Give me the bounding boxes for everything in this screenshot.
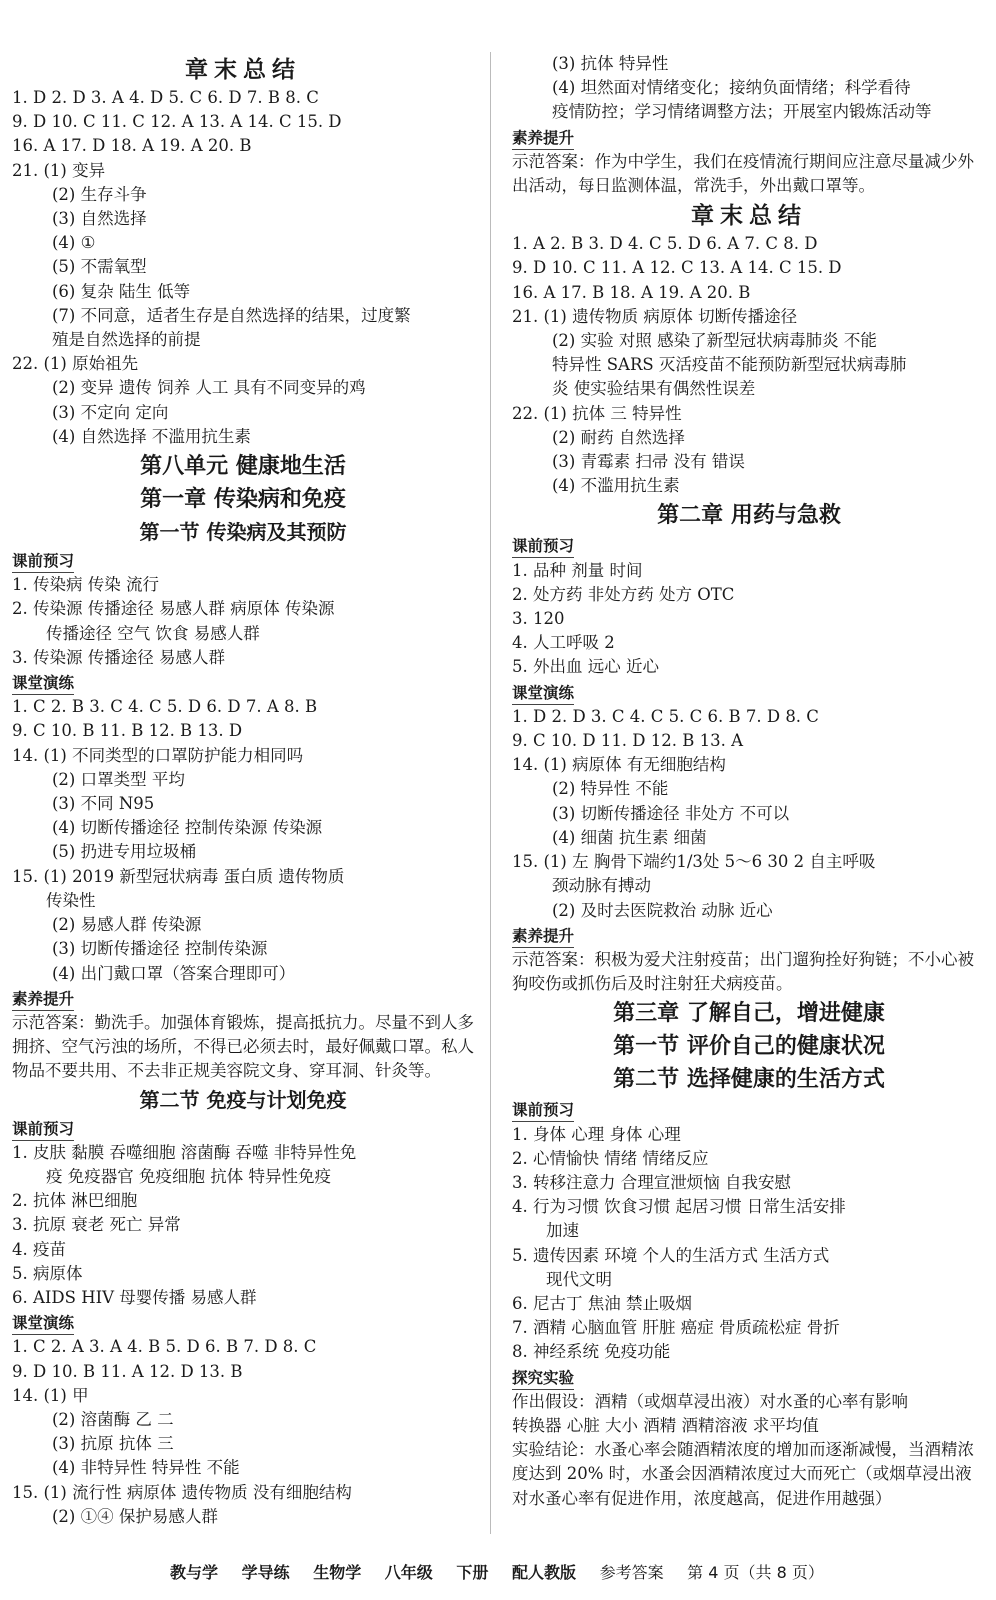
footer-edition: 配人教版 <box>511 1563 576 1582</box>
subsection-label: 课前预习 <box>12 550 74 573</box>
answer-paragraph: 实验结论：水蚤心率会随酒精浓度的增加而逐渐减慢，当酒精浓度达到 20% 时，水蚤会因酒精浓度过大而死亡（或烟草浸出液对水蚤心率有促进作用，浓度越高，促进作用越强） <box>512 1440 974 1508</box>
answer-line: (3) 切断传播途径 控制传染源 <box>52 939 268 959</box>
answer-paragraph: 示范答案：积极为爱犬注射疫苗；出门遛狗拴好狗链；不小心被狗咬伤或抓伤后及时注射狂犬病疫苗。 <box>512 949 974 994</box>
answer-line: (6) 复杂 陆生 低等 <box>52 281 191 301</box>
answer-paragraph: 作出假设：酒精（或烟草浸出液）对水蚤的心率有影响 <box>512 1391 908 1411</box>
chapter-heading: 第三章 了解自己，增进健康 <box>613 1001 885 1027</box>
answer-line: 5. 病原体 <box>12 1263 83 1283</box>
footer-series: 教与学 <box>170 1563 219 1582</box>
answer-line: (2) 特异性 不能 <box>552 779 669 799</box>
answer-line: 15. (1) 左 胸骨下端约1/3处 5～6 30 2 自主呼吸 <box>512 852 876 872</box>
answer-line: 4. 行为习惯 饮食习惯 起居习惯 日常生活安排 <box>512 1197 846 1217</box>
answer-line: 现代文明 <box>546 1269 612 1289</box>
answer-line: 4. 疫苗 <box>12 1239 66 1259</box>
answer-line: (2) 易感人群 传染源 <box>52 915 202 935</box>
answer-line: (4) 非特异性 特异性 不能 <box>52 1458 240 1478</box>
footer-series-2: 学导练 <box>241 1563 290 1582</box>
answer-line: 传染性 <box>46 890 96 910</box>
answer-line: 2. 心情愉快 情绪 情绪反应 <box>512 1148 709 1168</box>
answer-line: 2. 传染源 传播途径 易感人群 病原体 传染源 <box>12 599 335 619</box>
answer-line: 传播途径 空气 饮食 易感人群 <box>46 623 260 643</box>
chapter-heading: 第一章 传染病和免疫 <box>140 487 346 513</box>
answer-line: 9. C 10. B 11. B 12. B 13. D <box>12 721 243 741</box>
answer-line: 加速 <box>546 1221 579 1241</box>
answer-line: 14. (1) 病原体 有无细胞结构 <box>512 755 726 775</box>
answer-line: (7) 不同意，适者生存是自然选择的结果，过度繁 <box>52 305 411 325</box>
subsection-label: 课堂演练 <box>12 1312 74 1335</box>
chapter-heading: 第二节 选择健康的生活方式 <box>613 1067 885 1093</box>
answer-line: 1. 皮肤 黏膜 吞噬细胞 溶菌酶 吞噬 非特异性免 <box>12 1142 357 1162</box>
answer-line: (4) 出门戴口罩（答案合理即可） <box>52 963 296 983</box>
subsection-label: 课前预习 <box>512 535 574 558</box>
answer-line: (3) 不同 N95 <box>52 794 155 814</box>
answer-line: (3) 自然选择 <box>52 209 147 229</box>
answer-line: 16. A 17. B 18. A 19. A 20. B <box>512 282 751 302</box>
answer-line: 15. (1) 流行性 病原体 遗传物质 没有细胞结构 <box>12 1482 352 1502</box>
answer-line: 3. 抗原 衰老 死亡 异常 <box>12 1215 181 1235</box>
answer-line: 3. 转移注意力 合理宣泄烦恼 自我安慰 <box>512 1172 791 1192</box>
answer-line: (2) 口罩类型 平均 <box>52 769 185 789</box>
answer-line: 特异性 SARS 灭活疫苗不能预防新型冠状病毒肺 <box>552 355 907 375</box>
page-footer <box>170 1560 970 1583</box>
chapter-heading: 第八单元 健康地生活 <box>140 454 346 480</box>
answer-line: 22. (1) 原始祖先 <box>12 354 139 374</box>
answer-line: 14. (1) 不同类型的口罩防护能力相同吗 <box>12 745 304 765</box>
answer-line: 1. 品种 剂量 时间 <box>512 560 643 580</box>
footer-page-number: 第 4 页（共 8 页） <box>687 1563 824 1582</box>
section-heading: 第二节 免疫与计划免疫 <box>139 1087 347 1112</box>
answer-line: (5) 不需氧型 <box>52 257 147 277</box>
column-divider <box>490 52 491 1534</box>
subsection-label: 素养提升 <box>12 988 74 1011</box>
answer-line: (2) 实验 对照 感染了新型冠状病毒肺炎 不能 <box>552 331 877 351</box>
answer-line: (2) 及时去医院救治 动脉 近心 <box>552 900 773 920</box>
answer-line: 1. D 2. D 3. A 4. D 5. C 6. D 7. B 8. C <box>12 88 319 107</box>
answer-line: 6. 尼古丁 焦油 禁止吸烟 <box>512 1293 692 1313</box>
subsection-label: 探究实验 <box>512 1367 574 1390</box>
answer-paragraph: 转换器 心脏 大小 酒精 酒精溶液 求平均值 <box>512 1415 819 1435</box>
answer-line: 5. 外出血 远心 近心 <box>512 657 659 677</box>
answer-line: 1. 身体 心理 身体 心理 <box>512 1124 681 1144</box>
subsection-label: 课堂演练 <box>512 682 574 705</box>
footer-subject: 生物学 <box>313 1563 362 1582</box>
answer-line: (5) 扔进专用垃圾桶 <box>52 842 197 862</box>
answer-line: 9. D 10. B 11. A 12. D 13. B <box>12 1361 243 1381</box>
answer-line: 7. 酒精 心脑血管 肝脏 癌症 骨质疏松症 骨折 <box>512 1318 840 1338</box>
footer-volume: 下册 <box>456 1563 489 1582</box>
answer-line: (4) 细菌 抗生素 细菌 <box>552 827 707 847</box>
chapter-summary-heading: 章末总结 <box>691 203 807 230</box>
answer-line: (3) 抗体 特异性 <box>552 54 669 73</box>
answer-line: 9. D 10. C 11. C 12. A 13. A 14. C 15. D <box>12 112 342 132</box>
answer-line: (2) 变异 遗传 饲养 人工 具有不同变异的鸡 <box>52 378 366 398</box>
answer-paragraph: 示范答案：作为中学生，我们在疫情流行期间应注意尽量减少外出活动，每日监测体温，常洗手，外出戴口罩等。 <box>512 151 974 196</box>
answer-line: 15. (1) 2019 新型冠状病毒 蛋白质 遗传物质 <box>12 866 345 886</box>
answer-line: 1. D 2. D 3. C 4. C 5. C 6. B 7. D 8. C <box>512 706 819 726</box>
answer-line: 8. 神经系统 免疫功能 <box>512 1342 671 1362</box>
subsection-label: 课前预习 <box>12 1118 74 1141</box>
answer-line: 21. (1) 变异 <box>12 160 106 180</box>
chapter-heading: 第二章 用药与急救 <box>657 503 841 529</box>
subsection-label: 素养提升 <box>512 127 574 150</box>
answer-line: 颈动脉有搏动 <box>552 876 651 896</box>
answer-line: 1. C 2. A 3. A 4. B 5. D 6. B 7. D 8. C <box>12 1337 317 1357</box>
answer-line: 炎 使实验结果有偶然性误差 <box>552 379 756 399</box>
answer-line: 1. 传染病 传染 流行 <box>12 575 159 595</box>
answer-line: 5. 遗传因素 环境 个人的生活方式 生活方式 <box>512 1245 830 1265</box>
answer-line: 6. AIDS HIV 母婴传播 易感人群 <box>12 1287 257 1307</box>
left-column <box>12 52 474 1529</box>
answer-line: (4) ① <box>52 233 96 253</box>
answer-line: 4. 人工呼吸 2 <box>512 633 615 653</box>
chapter-heading: 第一节 评价自己的健康状况 <box>613 1034 885 1060</box>
right-column <box>512 52 986 1511</box>
answer-line: (2) 耐药 自然选择 <box>552 427 685 447</box>
answer-line: 殖是自然选择的前提 <box>52 330 201 350</box>
answer-line: 9. C 10. D 11. D 12. B 13. A <box>512 731 744 751</box>
answer-line: (3) 青霉素 扫帚 没有 错误 <box>552 452 745 472</box>
footer-grade: 八年级 <box>384 1563 433 1582</box>
answer-line: 16. A 17. D 18. A 19. A 20. B <box>12 136 252 156</box>
answer-line: 9. D 10. C 11. A 12. C 13. A 14. C 15. D <box>512 258 842 278</box>
chapter-summary-heading: 章末总结 <box>185 57 301 83</box>
answer-line: (4) 切断传播途径 控制传染源 传染源 <box>52 818 323 838</box>
answer-line: 疫 免疫器官 免疫细胞 抗体 特异性免疫 <box>46 1166 331 1186</box>
subsection-label: 课堂演练 <box>12 672 74 695</box>
answer-line: (2) 溶菌酶 乙 二 <box>52 1409 174 1429</box>
answer-line: (3) 不定向 定向 <box>52 402 169 422</box>
answer-line: 14. (1) 甲 <box>12 1385 89 1405</box>
subsection-label: 课前预习 <box>512 1099 574 1122</box>
answer-paragraph: 示范答案：勤洗手。加强体育锻炼，提高抵抗力。尽量不到人多拥挤、空气污浊的场所，不得已必须去时，最好佩戴口罩。私人物品不要共用、不去非正规美容院文身、穿耳洞、针灸等。 <box>12 1012 474 1081</box>
section-heading: 第一节 传染病及其预防 <box>139 520 347 545</box>
answer-line: (4) 自然选择 不滥用抗生素 <box>52 426 251 446</box>
subsection-label: 素养提升 <box>512 925 574 948</box>
answer-line: 3. 120 <box>512 609 565 629</box>
answer-line: (3) 切断传播途径 非处方 不可以 <box>552 803 790 823</box>
footer-label: 参考答案 <box>599 1563 664 1582</box>
answer-line: 疫情防控；学习情绪调整方法；开展室内锻炼活动等 <box>552 102 932 122</box>
answer-line: 1. C 2. B 3. C 4. C 5. D 6. D 7. A 8. B <box>12 697 318 717</box>
answer-line: 21. (1) 遗传物质 病原体 切断传播途径 <box>512 306 798 326</box>
answer-line: 2. 抗体 淋巴细胞 <box>12 1191 138 1211</box>
answer-line: 1. A 2. B 3. D 4. C 5. D 6. A 7. C 8. D <box>512 234 818 254</box>
answer-line: (4) 不滥用抗生素 <box>552 476 680 496</box>
answer-line: (2) ①④ 保护易感人群 <box>52 1506 218 1526</box>
answer-line: 2. 处方药 非处方药 处方 OTC <box>512 584 735 604</box>
answer-line: 3. 传染源 传播途径 易感人群 <box>12 647 225 667</box>
answer-line: 22. (1) 抗体 三 特异性 <box>512 403 682 423</box>
answer-line: (3) 抗原 抗体 三 <box>52 1434 174 1454</box>
answer-line: (2) 生存斗争 <box>52 184 147 204</box>
answer-line: (4) 坦然面对情绪变化；接纳负面情绪；科学看待 <box>552 78 911 98</box>
